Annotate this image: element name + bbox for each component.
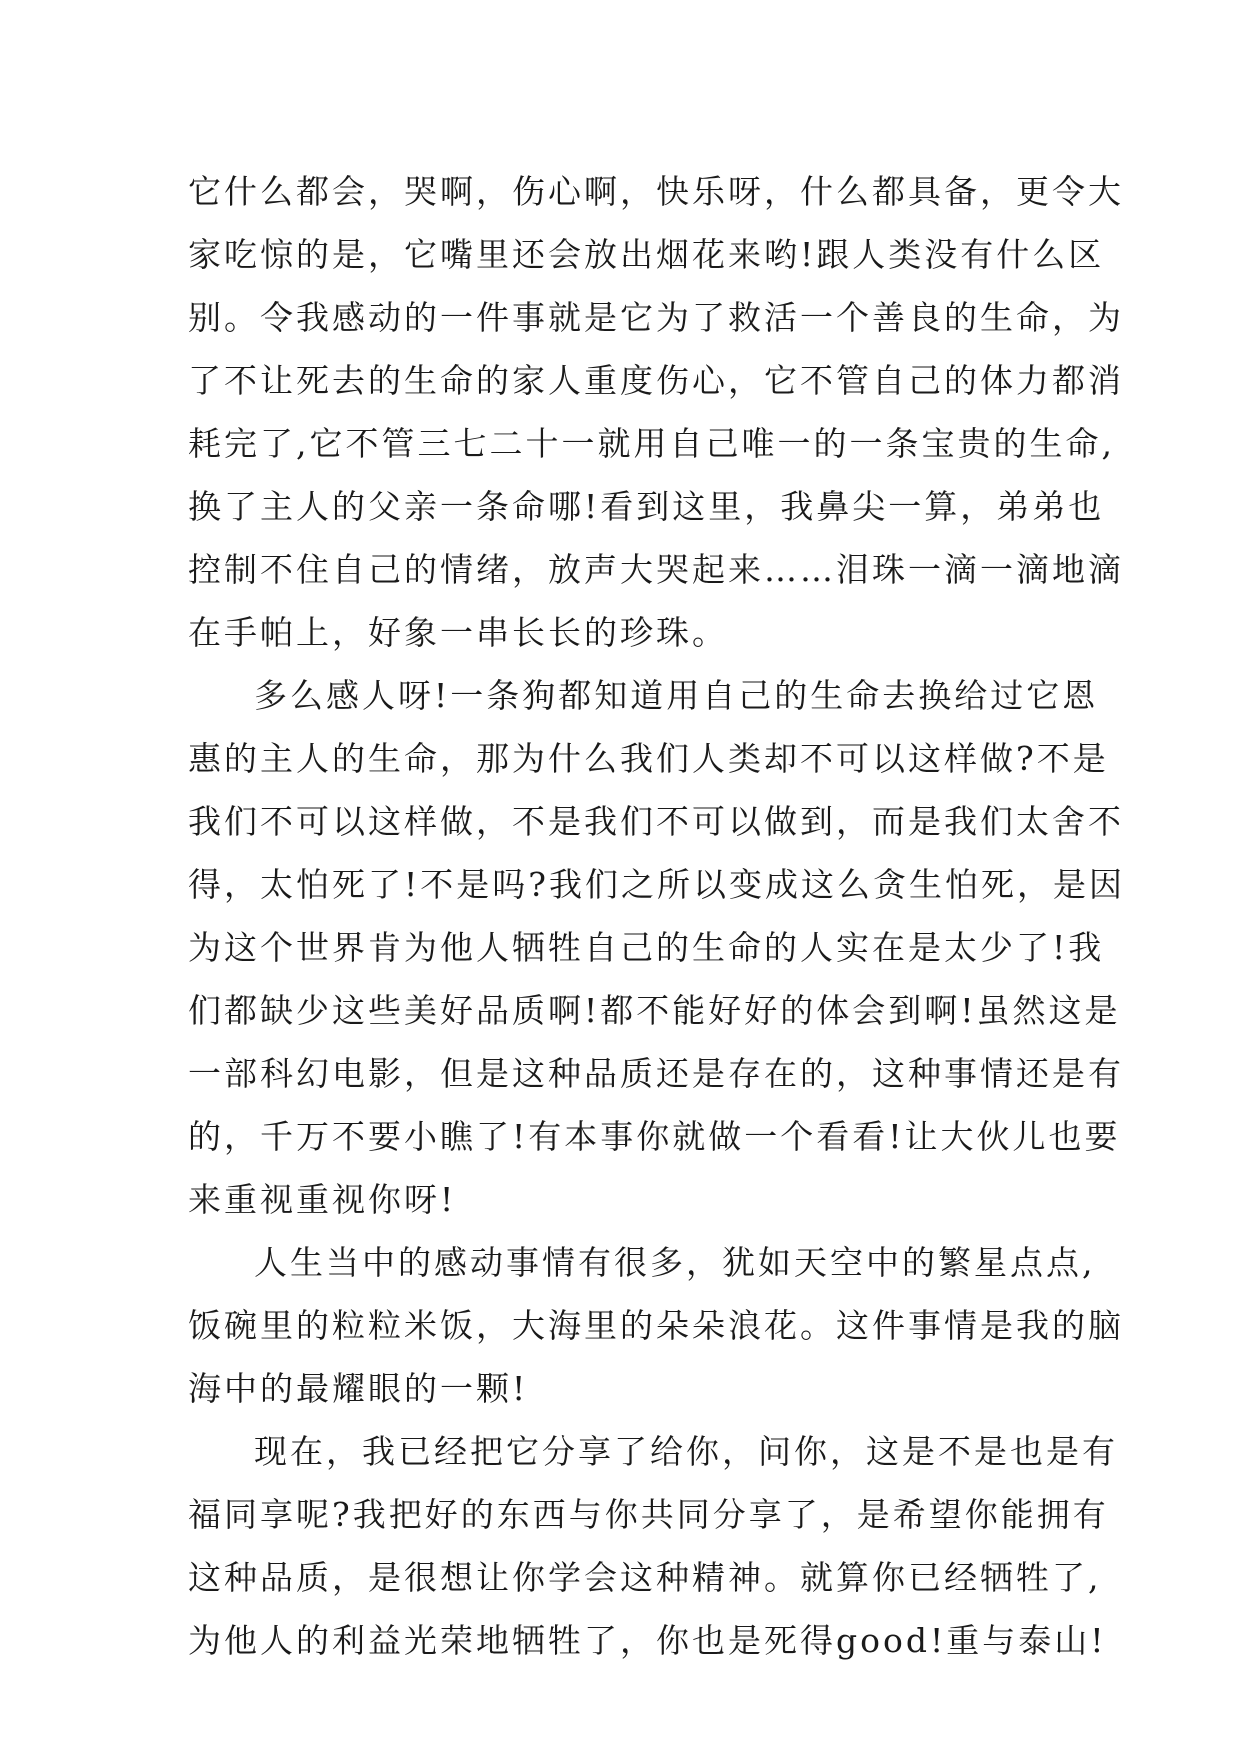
text-line: 了不让死去的生命的家人重度伤心，它不管自己的体力都消 bbox=[188, 361, 1124, 400]
text-line: 得，太怕死了!不是吗?我们之所以变成这么贪生怕死，是因 bbox=[188, 865, 1125, 904]
text-line: 一部科幻电影，但是这种品质还是存在的，这种事情还是有 bbox=[188, 1054, 1124, 1093]
text-line: 人生当中的感动事情有很多，犹如天空中的繁星点点, bbox=[254, 1243, 1096, 1282]
text-line: 换了主人的父亲一条命哪!看到这里，我鼻尖一算，弟弟也 bbox=[188, 487, 1105, 526]
text-line: 它什么都会，哭啊，伤心啊，快乐呀，什么都具备，更令大 bbox=[188, 172, 1124, 211]
paragraph-1 bbox=[188, 160, 1124, 664]
text-line: 多么感人呀!一条狗都知道用自己的生命去换给过它恩 bbox=[254, 676, 1099, 715]
text-line: 海中的最耀眼的一颗! bbox=[188, 1369, 529, 1408]
text-line: 们都缺少这些美好品质啊!都不能好好的体会到啊!虽然这是 bbox=[188, 991, 1121, 1030]
text-line: 现在，我已经把它分享了给你，问你，这是不是也是有 bbox=[254, 1432, 1118, 1471]
paragraph-3 bbox=[188, 1231, 1124, 1420]
text-line: 别。令我感动的一件事就是它为了救活一个善良的生命，为 bbox=[188, 298, 1124, 337]
text-line: 我们不可以这样做，不是我们不可以做到，而是我们太舍不 bbox=[188, 802, 1124, 841]
text-line: 为他人的利益光荣地牺牲了，你也是死得good!重与泰山! bbox=[188, 1621, 1107, 1660]
text-line: 控制不住自己的情绪，放声大哭起来……泪珠一滴一滴地滴 bbox=[188, 550, 1124, 589]
paragraph-2 bbox=[188, 664, 1125, 1231]
text-line: 这种品质，是很想让你学会这种精神。就算你已经牺牲了, bbox=[188, 1558, 1102, 1597]
paragraph-4 bbox=[188, 1420, 1118, 1672]
text-line: 惠的主人的生命，那为什么我们人类却不可以这样做?不是 bbox=[188, 739, 1109, 778]
text-line: 来重视重视你呀! bbox=[188, 1180, 457, 1219]
document-body bbox=[188, 160, 1125, 1672]
text-line: 耗完了,它不管三七二十一就用自己唯一的一条宝贵的生命, bbox=[188, 424, 1115, 463]
text-line: 的，千万不要小瞧了!有本事你就做一个看看!让大伙儿也要 bbox=[188, 1117, 1121, 1156]
text-line: 在手帕上，好象一串长长的珍珠。 bbox=[188, 613, 728, 652]
text-line: 家吃惊的是，它嘴里还会放出烟花来哟!跟人类没有什么区 bbox=[188, 235, 1105, 274]
text-line: 饭碗里的粒粒米饭，大海里的朵朵浪花。这件事情是我的脑 bbox=[188, 1306, 1124, 1345]
text-line: 福同享呢?我把好的东西与你共同分享了，是希望你能拥有 bbox=[188, 1495, 1109, 1534]
text-line: 为这个世界肯为他人牺牲自己的生命的人实在是太少了!我 bbox=[188, 928, 1105, 967]
